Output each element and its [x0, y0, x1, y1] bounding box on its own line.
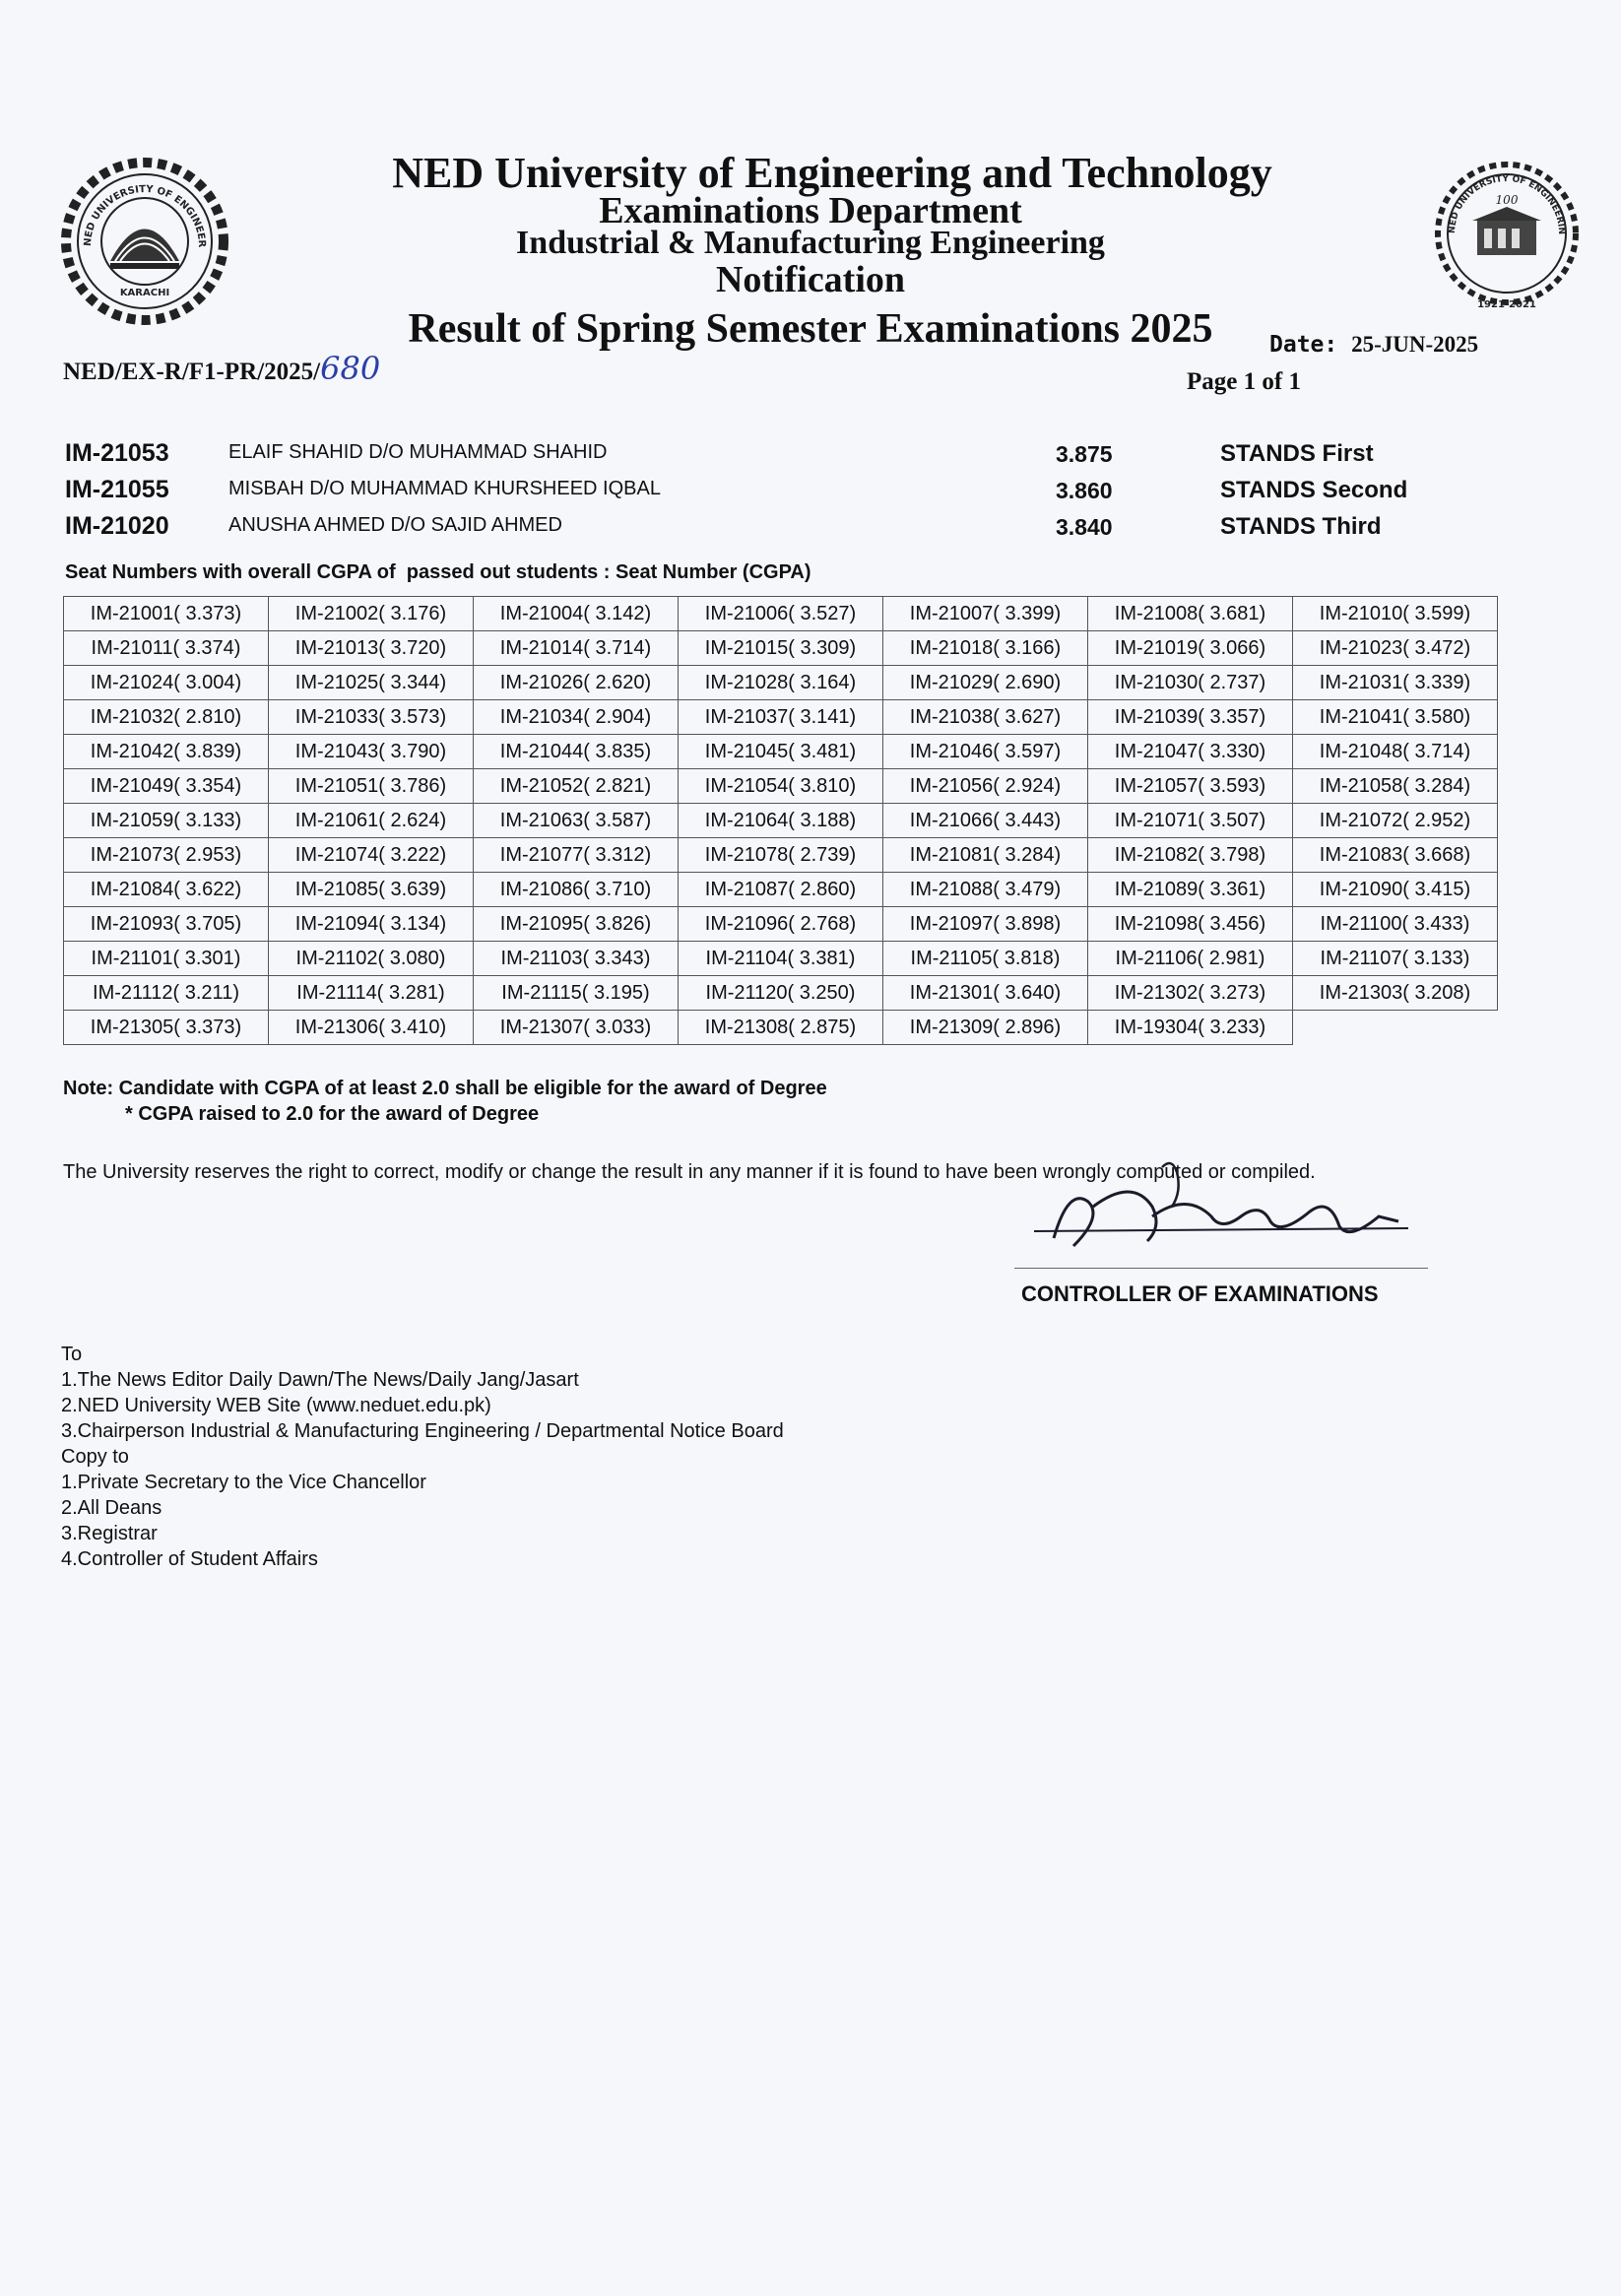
seat-cgpa-cell: IM-21052( 2.821): [474, 769, 679, 804]
seat-cgpa-cell: IM-21013( 3.720): [269, 631, 474, 666]
page-info: Page 1 of 1: [1187, 368, 1301, 395]
seat-cgpa-cell: IM-21023( 3.472): [1293, 631, 1498, 666]
eligibility-note: Note: Candidate with CGPA of at least 2.0 shall be eligible for the award of Degree: [63, 1078, 827, 1099]
seat-cgpa-cell: IM-21064( 3.188): [679, 804, 883, 838]
seat-cgpa-cell: IM-21001( 3.373): [64, 597, 269, 631]
seat-cgpa-cell: [1293, 1011, 1498, 1045]
seat-cgpa-cell: IM-21008( 3.681): [1088, 597, 1293, 631]
seat-cgpa-cell: IM-21085( 3.639): [269, 873, 474, 907]
topper-position: STANDS Third: [1220, 513, 1382, 540]
topper-name: ELAIF SHAHID D/O MUHAMMAD SHAHID: [228, 441, 608, 463]
seat-cgpa-cell: IM-21095( 3.826): [474, 907, 679, 942]
seat-cgpa-cell: IM-21305( 3.373): [64, 1011, 269, 1045]
seat-cgpa-cell: IM-21114( 3.281): [269, 976, 474, 1011]
seat-cgpa-cell: IM-21301( 3.640): [883, 976, 1088, 1011]
seat-cgpa-cell: IM-21004( 3.142): [474, 597, 679, 631]
seat-cgpa-cell: IM-21030( 2.737): [1088, 666, 1293, 700]
topper-name: MISBAH D/O MUHAMMAD KHURSHEED IQBAL: [228, 478, 661, 499]
to-item: 3.Chairperson Industrial & Manufacturing Engineering / Departmental Notice Board: [61, 1420, 784, 1442]
university-name: NED University of Engineering and Technology: [392, 149, 1272, 197]
topper-seat: IM-21055: [65, 476, 169, 503]
disclaimer: The University reserves the right to correct, modify or change the result in any manner if it is found to have been wrongly computed or compiled.: [63, 1161, 1316, 1183]
reference-number: NED/EX-R/F1-PR/2025/680: [63, 350, 381, 387]
seat-cgpa-cell: IM-21018( 3.166): [883, 631, 1088, 666]
seat-cgpa-cell: IM-21043( 3.790): [269, 735, 474, 769]
seat-cgpa-cell: IM-21007( 3.399): [883, 597, 1088, 631]
copy-item: 2.All Deans: [61, 1497, 162, 1519]
seat-cgpa-cell: IM-21303( 3.208): [1293, 976, 1498, 1011]
seat-cgpa-cell: IM-21039( 3.357): [1088, 700, 1293, 735]
cgpa-raised-note: * CGPA raised to 2.0 for the award of Degree: [125, 1103, 540, 1125]
seat-cgpa-cell: IM-21045( 3.481): [679, 735, 883, 769]
seat-cgpa-cell: IM-21026( 2.620): [474, 666, 679, 700]
seat-cgpa-cell: IM-21048( 3.714): [1293, 735, 1498, 769]
signature: [1014, 1148, 1428, 1266]
seat-cgpa-cell: IM-21105( 3.818): [883, 942, 1088, 976]
document-type: Notification: [715, 259, 906, 300]
table-row: [64, 873, 1498, 907]
to-item: 2.NED University WEB Site (www.neduet.edu.pk): [61, 1395, 491, 1416]
table-row: [64, 976, 1498, 1011]
svg-text:NED UNIVERSITY OF ENGINEERING: NED UNIVERSITY OF ENGINEERIN: [1447, 173, 1567, 235]
seat-cgpa-cell: IM-21086( 3.710): [474, 873, 679, 907]
seat-cgpa-cell: IM-21038( 3.627): [883, 700, 1088, 735]
table-row: [64, 735, 1498, 769]
seat-cgpa-cell: IM-21098( 3.456): [1088, 907, 1293, 942]
table-row: [64, 666, 1498, 700]
seat-cgpa-cell: IM-21093( 3.705): [64, 907, 269, 942]
seat-cgpa-cell: IM-21044( 3.835): [474, 735, 679, 769]
department-name: Examinations Department: [599, 190, 1022, 231]
seat-cgpa-cell: IM-21308( 2.875): [679, 1011, 883, 1045]
seat-cgpa-cell: IM-21028( 3.164): [679, 666, 883, 700]
seat-cgpa-cell: IM-21071( 3.507): [1088, 804, 1293, 838]
seat-cgpa-cell: IM-21107( 3.133): [1293, 942, 1498, 976]
seat-cgpa-cell: IM-21112( 3.211): [64, 976, 269, 1011]
seat-cgpa-cell: IM-21032( 2.810): [64, 700, 269, 735]
topper-cgpa: 3.875: [1056, 441, 1113, 467]
seat-cgpa-cell: IM-21302( 3.273): [1088, 976, 1293, 1011]
seat-cgpa-cell: IM-21088( 3.479): [883, 873, 1088, 907]
table-row: [64, 597, 1498, 631]
seat-cgpa-cell: IM-21051( 3.786): [269, 769, 474, 804]
program-name: Industrial & Manufacturing Engineering: [516, 225, 1105, 261]
seat-cgpa-cell: IM-21011( 3.374): [64, 631, 269, 666]
seat-cgpa-cell: IM-21031( 3.339): [1293, 666, 1498, 700]
copy-item: 4.Controller of Student Affairs: [61, 1548, 318, 1570]
results-table: [63, 596, 1498, 1045]
copy-item: 3.Registrar: [61, 1523, 158, 1544]
seat-cgpa-cell: IM-21307( 3.033): [474, 1011, 679, 1045]
signatory-title: CONTROLLER OF EXAMINATIONS: [1021, 1281, 1379, 1306]
handwritten-number: 680: [320, 350, 381, 387]
seal-years: 1921-2021: [1477, 299, 1536, 310]
table-row: [64, 907, 1498, 942]
seat-cgpa-cell: IM-21025( 3.344): [269, 666, 474, 700]
table-row: [64, 942, 1498, 976]
seat-cgpa-cell: IM-21120( 3.250): [679, 976, 883, 1011]
seat-cgpa-cell: IM-21015( 3.309): [679, 631, 883, 666]
topper-cgpa: 3.840: [1056, 514, 1113, 540]
topper-cgpa: 3.860: [1056, 478, 1113, 503]
seat-cgpa-cell: IM-21049( 3.354): [64, 769, 269, 804]
seat-cgpa-cell: IM-21084( 3.622): [64, 873, 269, 907]
seat-cgpa-cell: IM-21054( 3.810): [679, 769, 883, 804]
seat-cgpa-cell: IM-21006( 3.527): [679, 597, 883, 631]
topper-name: ANUSHA AHMED D/O SAJID AHMED: [228, 514, 562, 536]
seat-cgpa-cell: IM-21100( 3.433): [1293, 907, 1498, 942]
copy-item: 1.Private Secretary to the Vice Chancellor: [61, 1472, 426, 1493]
seat-cgpa-cell: IM-21024( 3.004): [64, 666, 269, 700]
seat-cgpa-cell: IM-21037( 3.141): [679, 700, 883, 735]
copy-label: Copy to: [61, 1446, 129, 1468]
svg-text:100: 100: [1495, 193, 1519, 207]
document-title: Result of Spring Semester Examinations 2025: [408, 306, 1213, 352]
seat-cgpa-cell: IM-21072( 2.952): [1293, 804, 1498, 838]
seat-cgpa-cell: IM-21059( 3.133): [64, 804, 269, 838]
seat-cgpa-cell: IM-21073( 2.953): [64, 838, 269, 873]
date: Date: 25-JUN-2025: [1269, 332, 1479, 358]
topper-seat: IM-21020: [65, 512, 169, 540]
seat-cgpa-cell: IM-21057( 3.593): [1088, 769, 1293, 804]
seat-cgpa-cell: IM-21306( 3.410): [269, 1011, 474, 1045]
topper-seat: IM-21053: [65, 439, 169, 467]
seat-cgpa-cell: IM-21090( 3.415): [1293, 873, 1498, 907]
seat-cgpa-cell: IM-21002( 3.176): [269, 597, 474, 631]
seat-cgpa-cell: IM-21047( 3.330): [1088, 735, 1293, 769]
seat-cgpa-cell: IM-21074( 3.222): [269, 838, 474, 873]
table-row: [64, 838, 1498, 873]
to-item: 1.The News Editor Daily Dawn/The News/Daily Jang/Jasart: [61, 1369, 579, 1391]
seat-cgpa-cell: IM-21033( 3.573): [269, 700, 474, 735]
seat-cgpa-cell: IM-21089( 3.361): [1088, 873, 1293, 907]
seat-cgpa-cell: IM-21078( 2.739): [679, 838, 883, 873]
seat-cgpa-cell: IM-21096( 2.768): [679, 907, 883, 942]
seat-cgpa-cell: IM-21063( 3.587): [474, 804, 679, 838]
seal-city: KARACHI: [119, 288, 170, 298]
seat-cgpa-cell: IM-21081( 3.284): [883, 838, 1088, 873]
seat-cgpa-cell: IM-21019( 3.066): [1088, 631, 1293, 666]
table-row: [64, 700, 1498, 735]
seat-cgpa-cell: IM-21077( 3.312): [474, 838, 679, 873]
seat-cgpa-cell: IM-21115( 3.195): [474, 976, 679, 1011]
grid-caption: Seat Numbers with overall CGPA of passed out students : Seat Number (CGPA): [65, 561, 811, 583]
seat-cgpa-cell: IM-21087( 2.860): [679, 873, 883, 907]
seat-cgpa-cell: IM-21104( 3.381): [679, 942, 883, 976]
signature-line: [1014, 1268, 1428, 1269]
seat-cgpa-cell: IM-21058( 3.284): [1293, 769, 1498, 804]
svg-text:NED UNIVERSITY OF ENGINEERING: NED UNIVERSITY OF ENGINEER: [82, 183, 208, 248]
seat-cgpa-cell: IM-21041( 3.580): [1293, 700, 1498, 735]
table-row: [64, 631, 1498, 666]
seat-cgpa-cell: IM-21102( 3.080): [269, 942, 474, 976]
topper-position: STANDS Second: [1220, 477, 1408, 503]
seat-cgpa-cell: IM-21083( 3.668): [1293, 838, 1498, 873]
seat-cgpa-cell: IM-21061( 2.624): [269, 804, 474, 838]
seat-cgpa-cell: IM-19304( 3.233): [1088, 1011, 1293, 1045]
seat-cgpa-cell: IM-21042( 3.839): [64, 735, 269, 769]
table-row: [64, 804, 1498, 838]
seat-cgpa-cell: IM-21101( 3.301): [64, 942, 269, 976]
to-label: To: [61, 1344, 83, 1365]
seat-cgpa-cell: IM-21046( 3.597): [883, 735, 1088, 769]
seat-cgpa-cell: IM-21034( 2.904): [474, 700, 679, 735]
table-row: [64, 769, 1498, 804]
seat-cgpa-cell: IM-21010( 3.599): [1293, 597, 1498, 631]
seat-cgpa-cell: IM-21014( 3.714): [474, 631, 679, 666]
seat-cgpa-cell: IM-21309( 2.896): [883, 1011, 1088, 1045]
seat-cgpa-cell: IM-21103( 3.343): [474, 942, 679, 976]
seat-cgpa-cell: IM-21097( 3.898): [883, 907, 1088, 942]
seat-cgpa-cell: IM-21029( 2.690): [883, 666, 1088, 700]
seat-cgpa-cell: IM-21082( 3.798): [1088, 838, 1293, 873]
topper-position: STANDS First: [1220, 440, 1374, 467]
seat-cgpa-cell: IM-21066( 3.443): [883, 804, 1088, 838]
seat-cgpa-cell: IM-21094( 3.134): [269, 907, 474, 942]
seat-cgpa-cell: IM-21106( 2.981): [1088, 942, 1293, 976]
table-row: [64, 1011, 1498, 1045]
seat-cgpa-cell: IM-21056( 2.924): [883, 769, 1088, 804]
